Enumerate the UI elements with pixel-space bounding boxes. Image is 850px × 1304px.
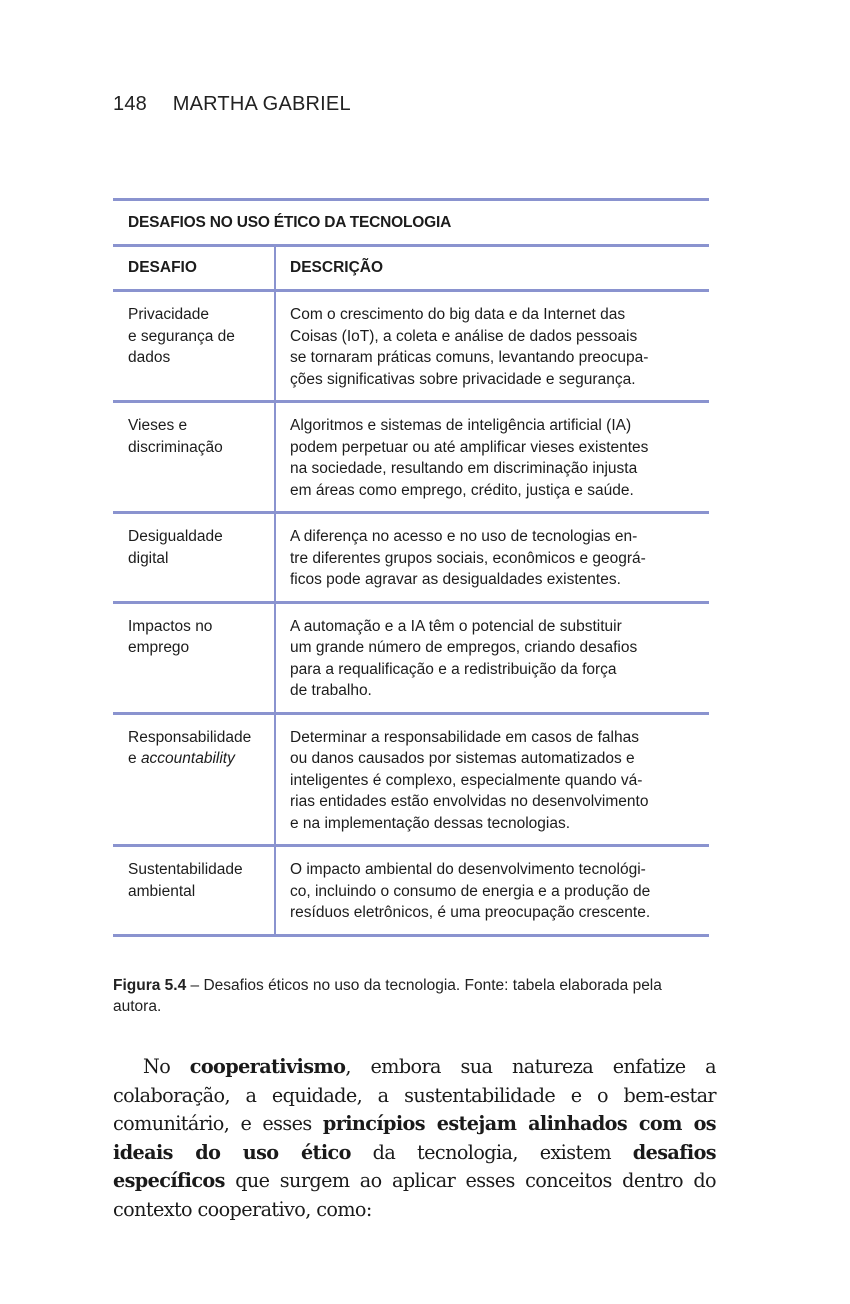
description-line: tre diferentes grupos sociais, econômicos e geográ- <box>290 549 646 567</box>
description-line: Determinar a responsabilidade em casos de falhas <box>290 728 639 746</box>
challenge-line: dados <box>128 349 171 366</box>
challenge-line <box>128 748 264 770</box>
description-line: Com o crescimento do big data e da Internet das <box>290 306 626 323</box>
description-line: de trabalho. <box>290 682 372 699</box>
challenge-cell <box>113 292 276 400</box>
author-name: MARTHA GABRIEL <box>172 93 351 115</box>
description-line: ficos pode agravar as desigualdades existentes. <box>290 571 621 588</box>
table-row <box>113 604 709 715</box>
challenge-line-prefix: e <box>128 750 141 767</box>
description-line: um grande número de empregos, criando desafios <box>290 639 638 656</box>
challenge-line: ambiental <box>128 882 196 900</box>
description-cell <box>276 514 709 601</box>
table-row <box>113 847 709 937</box>
description-line: A automação e a IA têm o potencial de substituir <box>290 617 622 635</box>
challenge-cell <box>113 715 276 845</box>
description-line: rias entidades estão envolvidas no desenvolvimento <box>290 793 649 810</box>
paragraph-text: No <box>143 1055 190 1078</box>
table-row <box>113 715 709 848</box>
description-cell <box>276 604 709 712</box>
figure-label: Figura 5.4 <box>113 977 187 994</box>
challenge-cell <box>113 604 276 712</box>
description-line: para a requalificação e a redistribuição da força <box>290 660 617 678</box>
paragraph-emphasis: desafios específicos <box>113 1140 716 1192</box>
description-line: e na implementação dessas tecnologias. <box>290 814 571 832</box>
challenge-line: Sustentabilidade <box>128 861 243 878</box>
description-line: O impacto ambiental do desenvolvimento tecnológi- <box>290 861 646 878</box>
description-line: resíduos eletrônicos, é uma preocupação crescente. <box>290 904 651 921</box>
table-title: DESAFIOS NO USO ÉTICO DA TECNOLOGIA <box>113 201 709 247</box>
page-number: 148 <box>113 93 147 115</box>
body-paragraph <box>113 1053 716 1224</box>
description-cell <box>276 847 709 934</box>
column-header-description: DESCRIÇÃO <box>290 259 384 277</box>
description-line: Coisas (IoT), a coleta e análise de dados pessoais <box>290 327 638 345</box>
table-row <box>113 403 709 514</box>
challenge-line: digital <box>128 549 169 567</box>
paragraph-text: que surgem ao aplicar esses conceitos dentro do contexto cooperativo, como: <box>113 1169 716 1221</box>
paragraph-text: , embora sua natureza enfatize a colaboração, a equidade, a sustentabilidade e o bem-estar comunitário, e esses <box>113 1055 716 1135</box>
challenge-cell <box>113 514 276 601</box>
description-cell <box>276 292 709 400</box>
paragraph-text: da tecnologia, existem <box>350 1140 633 1164</box>
description-line: podem perpetuar ou até amplificar vieses existentes <box>290 438 649 456</box>
challenge-line: Impactos no <box>128 617 213 635</box>
description-line: em áreas como emprego, crédito, justiça e saúde. <box>290 481 634 499</box>
challenge-line-italic: accountability <box>140 750 235 767</box>
description-line: inteligentes é complexo, especialmente quando vá- <box>290 771 643 789</box>
description-line: A diferença no acesso e no uso de tecnologias en- <box>290 528 638 545</box>
description-cell <box>276 403 709 511</box>
challenge-line: emprego <box>128 639 190 656</box>
challenge-line: e segurança de <box>128 327 235 345</box>
challenge-line: Responsabilidade <box>128 728 252 746</box>
challenge-cell <box>113 403 276 511</box>
description-cell <box>276 715 709 845</box>
running-head <box>113 93 351 116</box>
paragraph-emphasis: princípios estejam alinhados com os ideais do uso ético <box>113 1112 716 1164</box>
description-line: Algoritmos e sistemas de inteligência artificial (IA) <box>290 417 632 434</box>
table-row <box>113 514 709 604</box>
column-header-challenge: DESAFIO <box>113 247 276 289</box>
description-line: se tornaram práticas comuns, levantando preocupa- <box>290 349 649 366</box>
figure-caption <box>113 975 713 1017</box>
challenge-line: Privacidade <box>128 306 209 323</box>
description-line: ou danos causados por sistemas automatizados e <box>290 750 635 767</box>
challenge-line: discriminação <box>128 438 223 456</box>
description-line: co, incluindo o consumo de energia e a produção de <box>290 882 651 900</box>
description-line: na sociedade, resultando em discriminação injusta <box>290 460 638 477</box>
figure-caption-text: – Desafios éticos no uso da tecnologia. Fonte: tabela elaborada pela autora. <box>113 977 662 1015</box>
challenge-cell <box>113 847 276 934</box>
table-header-row <box>113 247 709 292</box>
challenge-line: Vieses e <box>128 417 188 434</box>
challenge-line: Desigualdade <box>128 528 223 545</box>
description-line: ções significativas sobre privacidade e segurança. <box>290 370 636 388</box>
paragraph-emphasis: cooperativismo <box>189 1055 346 1078</box>
table-row <box>113 292 709 403</box>
ethics-challenges-table <box>113 198 709 937</box>
